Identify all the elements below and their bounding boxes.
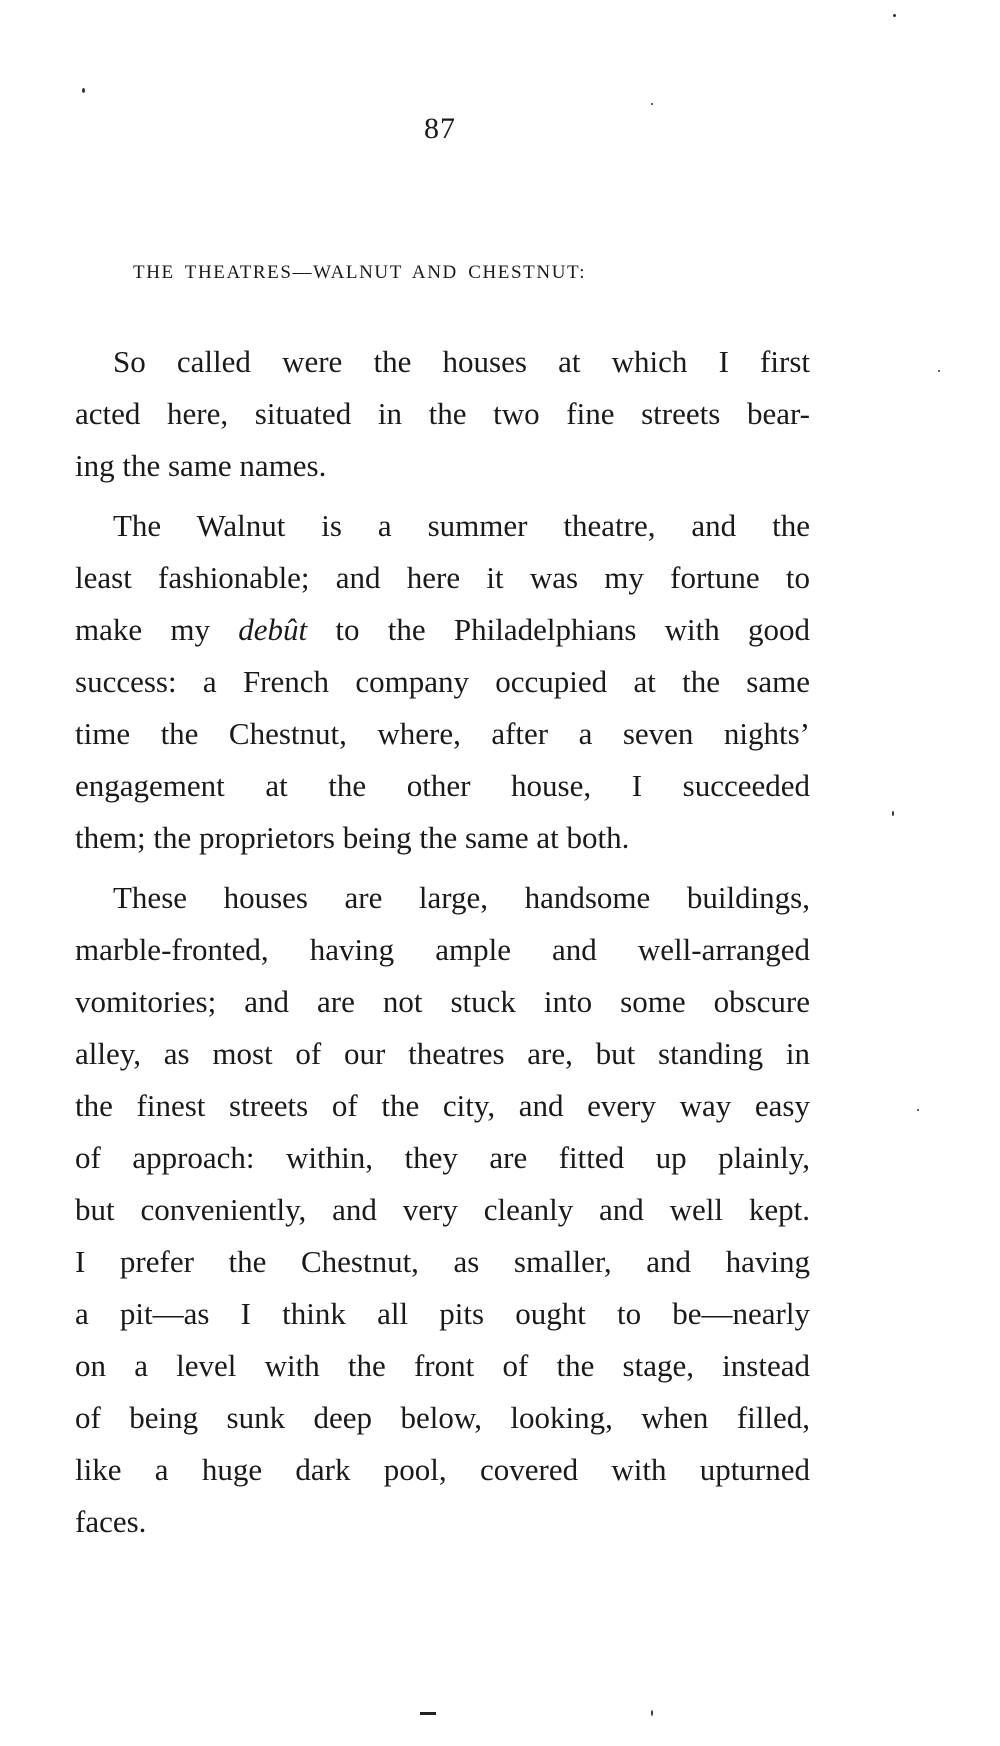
text-line: ing the same names. [75, 448, 327, 483]
scan-speck [651, 1710, 653, 1716]
text-line: like a huge dark pool, covered with upturned [75, 1452, 810, 1487]
section-heading: THE THEATRES—WALNUT AND CHESTNUT: [133, 262, 587, 283]
text-fragment: to the Philadelphians with good [307, 612, 810, 647]
text-line: vomitories; and are not stuck into some obscure [75, 984, 810, 1019]
text-line: These houses are large, handsome buildings, [113, 880, 810, 915]
paragraph-3 [75, 872, 810, 1548]
scan-speck [892, 811, 894, 816]
text-line: least fashionable; and here it was my fortune to [75, 560, 810, 595]
paragraph-1 [75, 336, 810, 492]
text-line [75, 604, 810, 656]
italic-word: debût [238, 612, 308, 647]
scan-speck [893, 14, 896, 17]
text-line: engagement at the other house, I succeeded [75, 768, 810, 803]
text-line: but conveniently, and very cleanly and well kept. [75, 1192, 810, 1227]
text-line: of approach: within, they are fitted up plainly, [75, 1140, 810, 1175]
text-line: success: a French company occupied at the same [75, 664, 810, 699]
text-line: acted here, situated in the two fine streets bear- [75, 396, 810, 431]
body-text [75, 336, 810, 1556]
scan-dash-mark [420, 1712, 436, 1715]
text-line: of being sunk deep below, looking, when filled, [75, 1400, 810, 1435]
text-line: alley, as most of our theatres are, but standing in [75, 1036, 810, 1071]
text-line: time the Chestnut, where, after a seven nights’ [75, 716, 810, 751]
scan-speck [651, 103, 653, 105]
text-line: faces. [75, 1504, 147, 1539]
text-line: I prefer the Chestnut, as smaller, and having [75, 1244, 810, 1279]
scan-speck [917, 1109, 919, 1111]
text-line: them; the proprietors being the same at both. [75, 820, 630, 855]
text-line: on a level with the front of the stage, instead [75, 1348, 810, 1383]
scan-speck [82, 88, 85, 93]
text-line: the finest streets of the city, and every way easy [75, 1088, 810, 1123]
scan-speck [938, 370, 940, 372]
paragraph-2 [75, 500, 810, 864]
text-line: a pit—as I think all pits ought to be—nearly [75, 1296, 810, 1331]
text-line: The Walnut is a summer theatre, and the [113, 508, 810, 543]
text-line: So called were the houses at which I first [113, 344, 810, 379]
text-line: marble-fronted, having ample and well-arranged [75, 932, 810, 967]
text-fragment: make my [75, 612, 239, 647]
page-number: 87 [424, 112, 456, 145]
